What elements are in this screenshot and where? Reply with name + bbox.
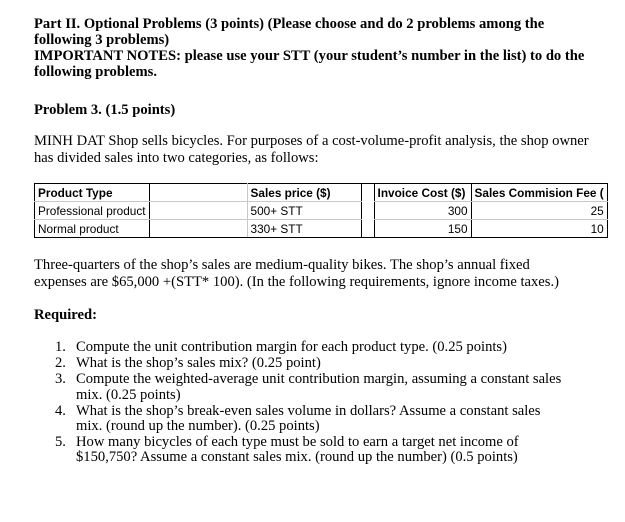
cell-product-type: Normal product xyxy=(35,220,150,238)
item-number: 4. xyxy=(55,402,66,419)
table-row xyxy=(35,202,608,220)
important-notes: IMPORTANT NOTES: please use your STT (your student’s number in the list) to do the following problems. xyxy=(34,48,585,80)
header-invoice-cost: Invoice Cost ($) xyxy=(374,184,471,202)
required-label: Required: xyxy=(34,307,97,323)
list-item xyxy=(34,404,564,434)
product-table xyxy=(34,183,608,238)
header-sales-commission-fee: Sales Commision Fee ( xyxy=(471,184,607,202)
item-number: 2. xyxy=(55,355,66,372)
problem-statement: Three-quarters of the shop’s sales are medium-quality bikes. The shop’s annual fixed expenses are $65,000 +(STT* 100). (In the following requirements, ignore income taxes.) xyxy=(34,257,559,290)
requirements-list xyxy=(34,340,564,467)
cell-invoice-cost: 300 xyxy=(374,202,471,220)
cell-commission-fee: 10 xyxy=(471,220,607,238)
header-blank xyxy=(149,184,247,202)
cell-sales-price: 500+ STT xyxy=(247,202,361,220)
column-gap xyxy=(361,220,374,238)
item-text: What is the shop’s sales mix? (0.25 point) xyxy=(76,355,321,372)
header-sales-price: Sales price ($) xyxy=(247,184,361,202)
cell-blank xyxy=(149,202,247,220)
cell-commission-fee: 25 xyxy=(471,202,607,220)
table-row xyxy=(35,220,608,238)
part-header xyxy=(34,17,604,80)
cell-blank xyxy=(149,220,247,238)
list-item xyxy=(34,340,564,355)
cell-product-type: Professional product xyxy=(35,202,150,220)
item-number: 1. xyxy=(55,339,66,355)
problem-intro: MINH DAT Shop sells bicycles. For purposes of a cost-volume-profit analysis, the shop owner has divided sales into two categories, as follows: xyxy=(34,133,589,166)
item-number: 3. xyxy=(55,371,66,388)
header-product-type: Product Type xyxy=(35,184,150,202)
list-item xyxy=(34,435,564,465)
item-text: How many bicycles of each type must be sold to earn a target net income of $150,750? Assume a constant sales mix. (round up the number) (0.5 points) xyxy=(76,434,519,466)
problem-title: Problem 3. (1.5 points) xyxy=(34,102,176,118)
table-header-row xyxy=(35,184,608,202)
list-item xyxy=(34,356,564,371)
part-title: Part II. Optional Problems (3 points) (Please choose and do 2 problems among the following 3 problems) xyxy=(34,16,545,48)
item-text: What is the shop’s break-even sales volume in dollars? Assume a constant sales mix. (round up the number). (0.25 points) xyxy=(76,402,541,435)
cell-invoice-cost: 150 xyxy=(374,220,471,238)
item-text: Compute the unit contribution margin for each product type. (0.25 points) xyxy=(76,339,507,355)
column-gap xyxy=(361,184,374,202)
list-item xyxy=(34,372,564,402)
item-number: 5. xyxy=(55,434,66,451)
column-gap xyxy=(361,202,374,220)
cell-sales-price: 330+ STT xyxy=(247,220,361,238)
item-text: Compute the weighted-average unit contribution margin, assuming a constant sales mix. (0.25 points) xyxy=(76,371,562,403)
